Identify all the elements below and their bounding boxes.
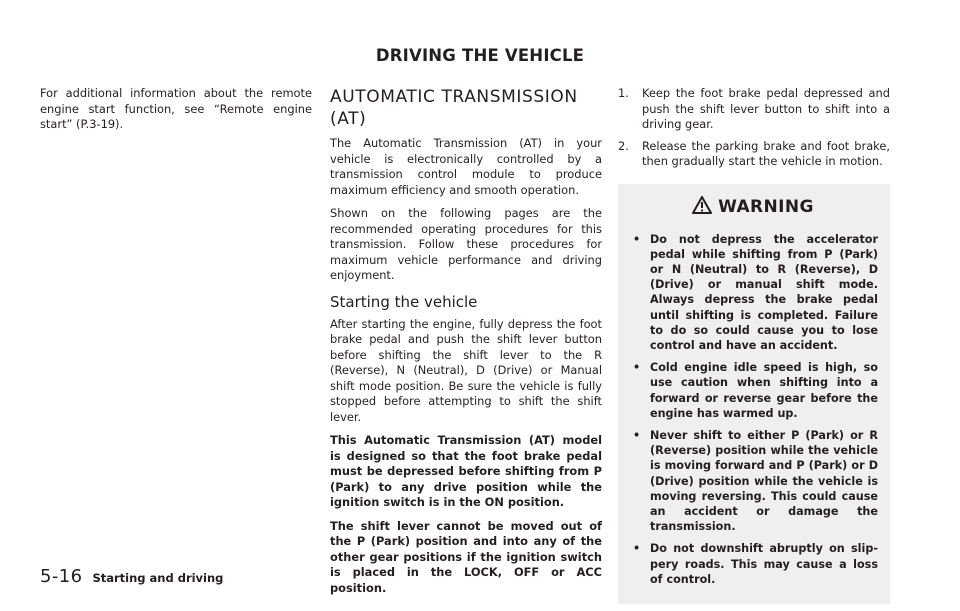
page-number: 5-16 bbox=[40, 566, 83, 587]
warning-box bbox=[618, 184, 890, 604]
warning-title: WARNING bbox=[718, 196, 814, 217]
step-number: 1. bbox=[618, 86, 629, 100]
section-heading: AUTOMATIC TRANSMISSION (AT) bbox=[330, 87, 578, 129]
paragraph-procedures: Shown on the following pages are the recommended operating procedures for this transmission. Follow these procedures for maximum vehicle performance and driving enjoyment. bbox=[330, 206, 602, 282]
page-header-title: DRIVING THE VEHICLE bbox=[375, 46, 585, 65]
remote-start-reference: For additional information about the remote engine start function, see “Remote engine start” (P.3-19). bbox=[40, 86, 312, 131]
warning-triangle-icon bbox=[692, 196, 712, 218]
list-item bbox=[628, 428, 878, 534]
warning-text: Do not depress the accelerator pedal while shifting from P (Park) or N (Neutral) to R (Reverse), D (Drive) or manual shift mode. Always depress the brake pedal until shifting is completed. Failure to do so could cause you to lose control and have an accident. bbox=[650, 232, 878, 352]
warning-list bbox=[628, 232, 878, 587]
warning-text: Never shift to either P (Park) or R (Reverse) position while the vehicle is moving forward and P (Park) or D (Drive) position while the vehicle is moving reversing. This could cause an accident or damage the transmission. bbox=[650, 428, 878, 534]
bullet: • bbox=[633, 232, 641, 246]
column-middle bbox=[330, 86, 602, 604]
section-name: Starting and driving bbox=[92, 571, 224, 585]
bullet: • bbox=[633, 428, 641, 442]
list-item bbox=[628, 360, 878, 421]
step-number: 2. bbox=[618, 138, 629, 153]
page-footer bbox=[40, 566, 223, 587]
bullet: • bbox=[633, 361, 641, 375]
list-item bbox=[628, 541, 878, 587]
warning-text: Cold engine idle speed is high, so use caution when shifting into a forward or reverse gear before the engine has warmed up. bbox=[650, 361, 878, 420]
paragraph-shift-lock: The shift lever cannot be moved out of the P (Park) position and into any of the other gear positions if the ignition switch is placed in the LOCK, OFF or ACC position. bbox=[330, 518, 602, 595]
column-right bbox=[618, 86, 890, 604]
list-item bbox=[618, 86, 890, 133]
list-item bbox=[618, 139, 890, 170]
steps-list bbox=[618, 86, 890, 170]
bullet: • bbox=[633, 542, 641, 556]
paragraph-brake-requirement: This Automatic Transmission (AT) model is designed so that the foot brake pedal must be depressed before shifting from P (Park) to any drive position while the ignition switch is in the ON position. bbox=[330, 433, 602, 509]
column-left bbox=[40, 86, 312, 141]
step-text: Keep the foot brake pedal depressed and push the shift lever button to shift into a driving gear. bbox=[642, 86, 890, 131]
warning-text: Do not downshift abruptly on slip-pery roads. This may cause a loss of control. bbox=[650, 542, 878, 586]
step-text: Release the parking brake and foot brake, then gradually start the vehicle in motion. bbox=[642, 138, 890, 168]
paragraph-starting: After starting the engine, fully depress the foot brake pedal and push the shift lever button before shifting the shift lever to the R (Reverse), N (Neutral), D (Drive) or Manual shift mode position. Be sure the vehicle is fully stopped before attempting to shift the shift lever. bbox=[330, 316, 602, 424]
paragraph-intro: The Automatic Transmission (AT) in your vehicle is electronically controlled by a transmission control module to produce maximum efficiency and smooth operation. bbox=[330, 136, 602, 197]
list-item bbox=[628, 232, 878, 354]
warning-header bbox=[628, 186, 878, 232]
subsection-heading: Starting the vehicle bbox=[330, 292, 478, 311]
